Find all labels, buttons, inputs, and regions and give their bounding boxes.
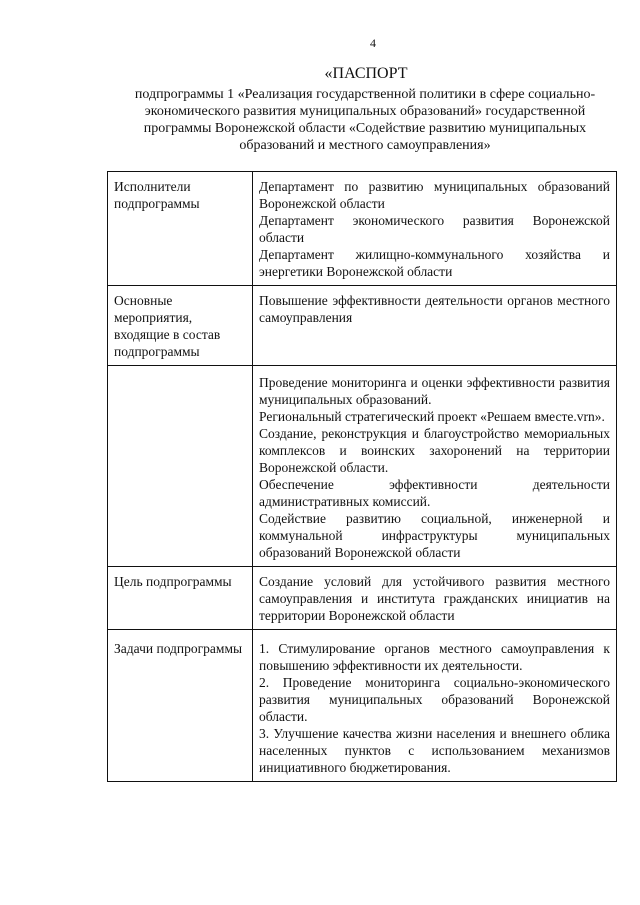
row-content — [253, 366, 617, 567]
subtitle-line: образований и местного самоуправления» — [239, 138, 491, 153]
row-content — [253, 630, 617, 782]
page-number: 4 — [370, 36, 376, 50]
row-content — [253, 172, 617, 286]
subtitle-line: подпрограммы 1 «Реализация государственной политики в сфере социально- — [134, 87, 596, 102]
content-paragraph: 2. Проведение мониторинга социально-экономического развития муниципальных образований Воронежской области. — [259, 675, 610, 724]
row-content — [253, 567, 617, 630]
document-subtitle — [96, 86, 634, 154]
content-paragraph: Создание условий для устойчивого развития местного самоуправления и института гражданских инициатив на территории Воронежской области — [259, 574, 610, 623]
table-row-goal — [108, 567, 617, 630]
content-paragraph: 1. Стимулирование органов местного самоуправления к повышению эффективности их деятельности. — [259, 641, 610, 673]
table-row-activities-list — [108, 366, 617, 567]
row-label: Цель подпрограммы — [108, 567, 253, 630]
content-paragraph: Проведение мониторинга и оценки эффективности развития муниципальных образований. — [259, 375, 610, 407]
content-paragraph: Обеспечение эффективности деятельности административных комиссий. — [259, 477, 610, 509]
content-paragraph: Департамент экономического развития Воронежской области — [259, 213, 610, 245]
row-content — [253, 286, 617, 366]
table-row-main-activities — [108, 286, 617, 366]
content-paragraph: Региональный стратегический проект «Решаем вместе.vrn». — [259, 409, 605, 424]
subtitle-line: программы Воронежской области «Содействие развитию муниципальных — [143, 121, 587, 136]
table-row-executors — [108, 172, 617, 286]
row-label: Основные мероприятия, входящие в состав подпрограммы — [108, 286, 253, 366]
content-paragraph: Создание, реконструкция и благоустройство мемориальных комплексов и воинских захоронений на территории Воронежской области. — [259, 426, 610, 475]
content-paragraph: 3. Улучшение качества жизни населения и внешнего облика населенных пунктов с использованием механизмов инициативного бюджетирования. — [259, 726, 610, 775]
passport-table — [107, 171, 617, 782]
table-row-tasks — [108, 630, 617, 782]
content-paragraph: Департамент жилищно-коммунального хозяйства и энергетики Воронежской области — [259, 247, 610, 279]
row-label — [108, 366, 253, 567]
row-label: Исполнители подпрограммы — [108, 172, 253, 286]
row-label: Задачи подпрограммы — [108, 630, 253, 782]
document-title: «ПАСПОРТ — [324, 65, 408, 82]
content-paragraph: Департамент по развитию муниципальных образований Воронежской области — [259, 179, 610, 211]
subtitle-line: экономического развития муниципальных образований» государственной — [144, 104, 586, 119]
content-paragraph: Содействие развитию социальной, инженерной и коммунальной инфраструктуры муниципальных образований Воронежской области — [259, 511, 610, 560]
content-paragraph: Повышение эффективности деятельности органов местного самоуправления — [259, 293, 610, 325]
